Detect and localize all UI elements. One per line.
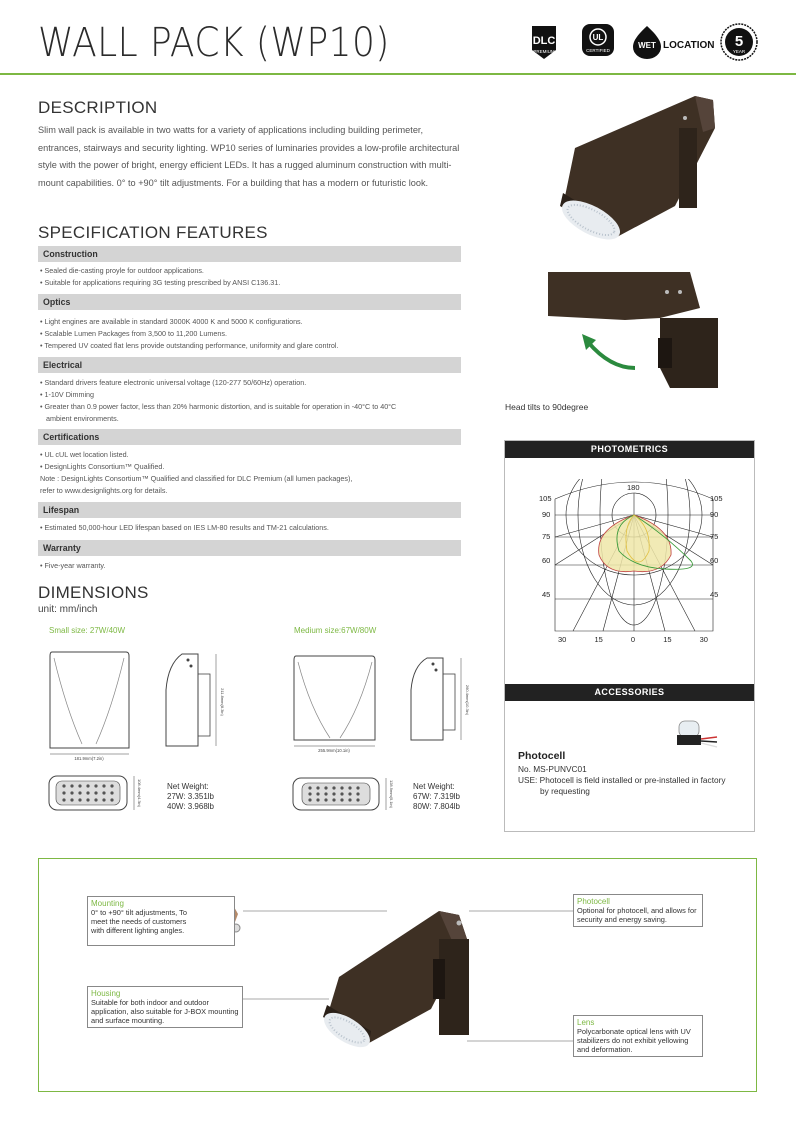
spec-section-title: Lifespan <box>38 502 461 518</box>
callout-title: Mounting <box>91 899 124 908</box>
spec-section-title: Optics <box>38 294 461 310</box>
bottom-label: 15 <box>594 635 603 644</box>
spec-section-title: Construction <box>38 246 461 262</box>
spec-line: ambient environments. <box>46 414 119 423</box>
medium-front-drawing <box>290 652 380 761</box>
spec-line: • Standard drivers feature electronic universal voltage (120-277 50/60Hz) operation. <box>40 378 307 387</box>
angle-label: 45 <box>710 590 719 599</box>
spec-heading: SPECIFICATION FEATURES <box>38 223 268 242</box>
bottom-label: 30 <box>558 635 567 644</box>
spec-electrical <box>38 357 461 429</box>
net-weight-title: Net Weight: <box>413 782 455 791</box>
spec-line: refer to www.designlights.org for details. <box>40 486 168 495</box>
spec-section-title: Warranty <box>38 540 461 556</box>
callout-title: Housing <box>91 989 121 998</box>
angle-label: 60 <box>542 556 551 565</box>
wet-location-badge <box>630 24 714 65</box>
description-text: Slim wall pack is available in two watts for a variety of applications including building perimeter, entrances, stairways and security lighting. WP10 series of luminaries provides a low-profile architectural style with the power of bright, energy efficient LEDs. It has a rugged aluminum construction with multi-mount capabilities. 0° to +90° tilt adjustments. For a building that has a modern or futuristic look. <box>38 125 460 188</box>
dimensions-unit: unit: mm/inch <box>38 604 98 615</box>
angle-label: 60 <box>710 556 719 565</box>
bottom-label: 30 <box>699 635 708 644</box>
medium-height-dim: 260.4mm(10.3in) <box>465 684 470 716</box>
callout-text: Optional for photocell, and allows for security and energy saving. <box>577 906 697 924</box>
wet-word: WET <box>638 41 656 50</box>
lens-callout <box>573 1015 703 1057</box>
callout-text: Polycarbonate optical lens with UV stabilizers do not exhibit yellowing and deformation. <box>577 1027 691 1054</box>
spec-optics <box>38 294 461 356</box>
dlc-badge-text: DLC <box>532 35 556 47</box>
polar-diagram <box>523 479 739 654</box>
photometrics-bar: PHOTOMETRICS <box>505 441 754 458</box>
product-image-front <box>555 88 725 253</box>
photocell-use: USE: Photocell is field installed or pre-installed in factory <box>518 775 726 785</box>
angle-label: 90 <box>710 510 719 519</box>
weight-27w: 27W: 3.351lb <box>167 792 214 801</box>
spec-line: • Tempered UV coated flat lens provide outstanding performance, uniformity and glare control. <box>40 341 339 350</box>
callout-text: 0° to +90° tilt adjustments, To meet the needs of customers with different lighting angles. <box>91 908 187 935</box>
photocell-use-cont: by requesting <box>540 786 590 796</box>
photocell-image <box>671 717 721 758</box>
spec-line: • Greater than 0.9 power factor, less than 20% harmonic distortion, and is suitable for operation in -40°C to 40°C <box>40 402 397 411</box>
location-word: LOCATION <box>663 40 714 51</box>
bottom-label: 0 <box>630 635 636 644</box>
spec-line: • Sealed die-casting proyle for outdoor applications. <box>40 266 204 275</box>
photocell-details <box>518 764 748 797</box>
polar-right-labels <box>710 495 723 598</box>
polar-top-label: 180 <box>627 483 640 492</box>
angle-label: 90 <box>542 510 551 519</box>
photocell-number: No. MS-PUNVC01 <box>518 764 587 774</box>
medium-width-dim: 255.9mm(10.1in) <box>318 748 350 753</box>
weight-80w: 80W: 7.804lb <box>413 802 460 811</box>
weight-40w: 40W: 3.968lb <box>167 802 214 811</box>
warranty-number: 5 <box>734 33 744 50</box>
dlc-badge <box>524 22 564 67</box>
housing-callout <box>87 986 243 1028</box>
small-side-drawing <box>160 650 230 759</box>
bottom-label: 15 <box>663 635 672 644</box>
spec-line: • Light engines are available in standard 3000K 4000 K and 5000 K configurations. <box>40 317 303 326</box>
medium-bottom-drawing <box>290 774 400 825</box>
spec-section-title: Electrical <box>38 357 461 373</box>
certification-badges <box>524 22 764 62</box>
accessories-bar: ACCESSORIES <box>505 684 754 701</box>
medium-depth-dim: 128.9mm(5.1in) <box>389 779 394 809</box>
head-tilts-caption: Head tilts to 90degree <box>505 402 589 412</box>
angle-label: 105 <box>539 494 552 503</box>
ul-mark: UL <box>592 33 604 42</box>
page-title: WALL PACK (WP10) <box>38 20 390 66</box>
spec-construction <box>38 246 461 293</box>
spec-line: • UL cUL wet location listed. <box>40 450 129 459</box>
angle-label: 75 <box>542 532 551 541</box>
photocell-callout <box>573 894 703 927</box>
ul-label: CERTIFIED <box>586 48 610 53</box>
small-width-dim: 181.9mm(7.2in) <box>74 756 104 761</box>
small-front-drawing <box>46 648 132 767</box>
medium-net-weight <box>413 782 460 812</box>
spec-section-title: Certifications <box>38 429 461 445</box>
angle-label: 105 <box>710 494 723 503</box>
features-panel <box>38 858 757 1092</box>
small-depth-dim: 108.4mm(4.3in) <box>137 778 142 808</box>
photocell-title: Photocell <box>518 750 566 762</box>
spec-line: • 1-10V Dimming <box>40 390 95 399</box>
ul-badge <box>580 22 616 63</box>
dimensions-heading: DIMENSIONS <box>38 583 149 602</box>
small-net-weight <box>167 782 214 812</box>
product-image-side <box>540 268 730 403</box>
spec-line: • DesignLights Consortium™ Qualified. <box>40 462 165 471</box>
medium-size-label: Medium size:67W/80W <box>294 626 377 635</box>
callout-title: Lens <box>577 1018 595 1027</box>
header-divider <box>0 73 796 75</box>
spec-line: • Suitable for applications requiring 3G testing prescribed by ANSI C136.31. <box>40 278 281 287</box>
description-heading: DESCRIPTION <box>38 98 158 117</box>
angle-label: 45 <box>542 590 551 599</box>
warranty-label: YEAR <box>732 49 746 54</box>
net-weight-title: Net Weight: <box>167 782 209 791</box>
dlc-badge-sub: PREMIUM <box>533 49 555 54</box>
polar-bottom-labels <box>558 635 708 644</box>
warranty-badge <box>719 22 759 67</box>
medium-side-drawing <box>405 654 475 751</box>
callout-text: Suitable for both indoor and outdoor application, also suitable for J-BOX mounting and surface mounting. <box>91 998 239 1025</box>
spec-line: • Estimated 50,000-hour LED lifespan based on IES LM-80 results and TM-21 calculations. <box>40 523 329 532</box>
small-height-dim: 211.8mm(8.3in) <box>220 688 225 716</box>
spec-certifications <box>38 429 461 501</box>
polar-left-labels <box>539 495 552 598</box>
spec-line: Note : DesignLights Consortium™ Qualified and classified for DLC Premium (all lumen packages), <box>40 474 353 483</box>
spec-line: • Five-year warranty. <box>40 561 106 570</box>
spec-warranty <box>38 540 461 576</box>
mounting-callout <box>87 896 235 946</box>
angle-label: 75 <box>710 532 719 541</box>
small-size-label: Small size: 27W/40W <box>49 626 126 635</box>
callout-title: Photocell <box>577 897 610 906</box>
spec-line: • Scalable Lumen Packages from 3,500 to 11,200 Lumens. <box>40 329 227 338</box>
small-bottom-drawing <box>46 772 146 827</box>
spec-lifespan <box>38 502 461 538</box>
weight-67w: 67W: 7.319lb <box>413 792 460 801</box>
